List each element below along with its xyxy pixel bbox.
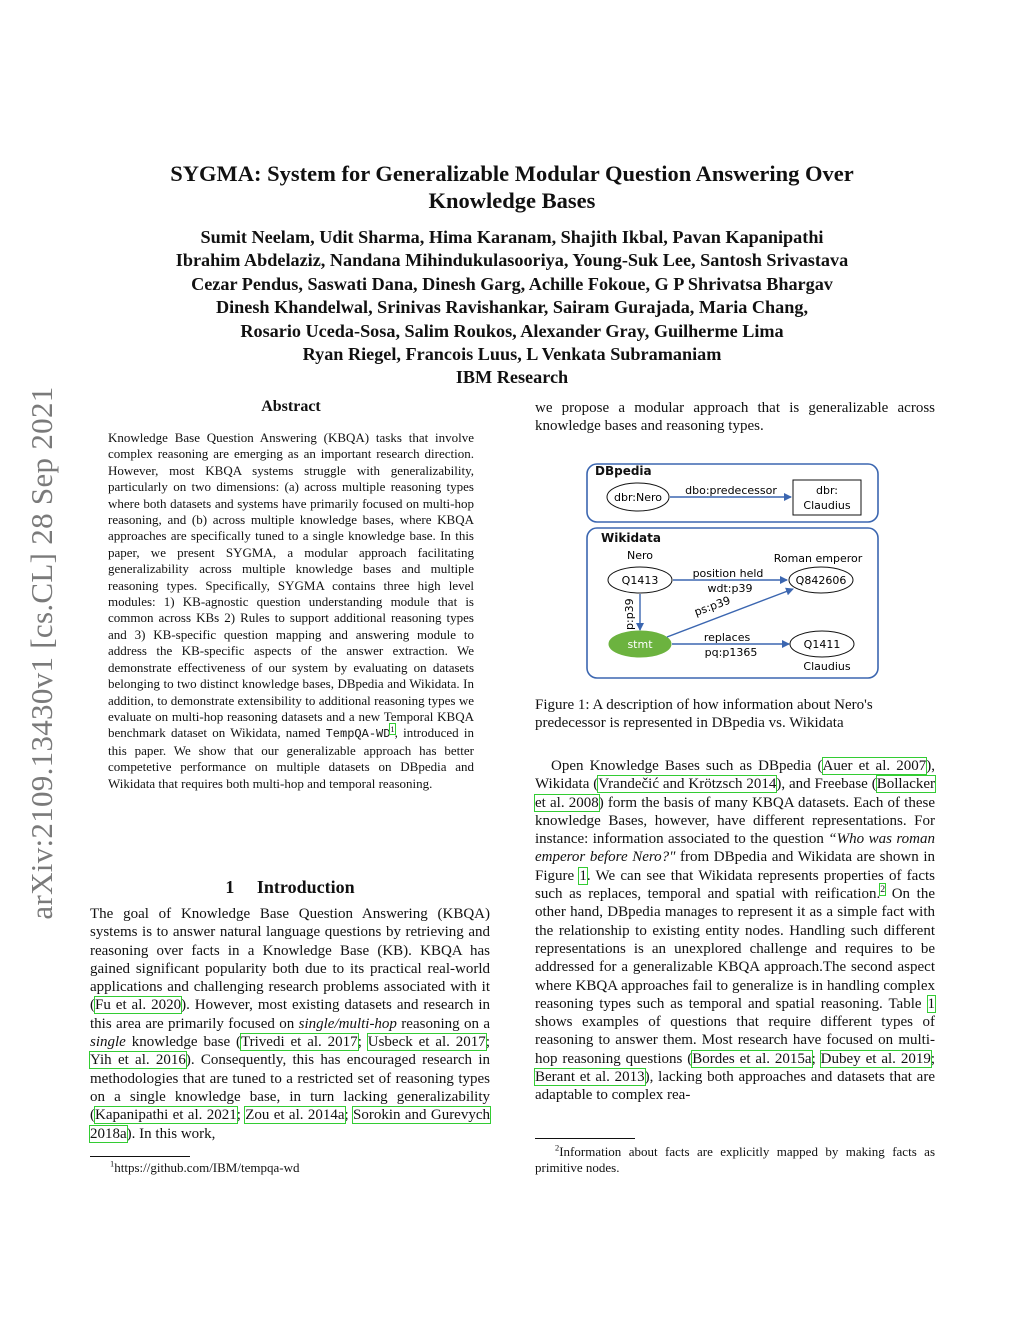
q842606-label: Q842606 <box>795 574 847 587</box>
abstract-body: Knowledge Base Question Answering (KBQA) tasks that involve complex reasoning are emerging as an important research direction. However, most KBQA systems struggle with generalizability, particularly on two dimensions: (a) across multiple reasoning types where both datasets and systems have primarily focused on multi-hop reasoning, and (b) across multiple knowledge bases, where KBQA approaches are specifically tuned to a single knowledge base. In this paper, we present SYGMA, a modular approach facilitating generalizability across multiple knowledge bases and multiple reasoning types. Specifically, SYGMA contains three high level modules: 1) KB-agnostic question understanding module that is common across KBs 2) Rules to support additional reasoning types and 3) KB-specific question mapping and answering module to address the KB-specific aspects of the answer extraction. We demonstrate effectiveness of our system by evaluating on datasets belonging to two distinct knowledge bases, DBpedia and Wikidata. In addition, to demonstrate extensibility to additional reasoning types we evaluate on multi-hop reasoning datasets and a new Temporal KBQA benchmark dataset on Wikidata, named TempQA-WD$^1$, introduced in this paper. We show that our generalizable approach has better competetive performance on multiple datasets on DBpedia and Wikidata that requires both multi-hop and temporal reasoning. <box>108 430 474 791</box>
author-line: Sumit Neelam, Udit Sharma, Hima Karanam, Shajith Ikbal, Pavan Kapanipathi <box>200 227 824 247</box>
dbr-nero-label: dbr:Nero <box>613 491 663 504</box>
author-list <box>100 226 924 390</box>
nero-label: Nero <box>626 549 654 562</box>
footnote-rule <box>90 1156 190 1157</box>
p-p39-label: p:p39 <box>623 598 636 630</box>
citation-link[interactable]: Vrandečić and Krötzsch 2014 <box>598 776 777 793</box>
citation-link[interactable]: Bollacker et al. 2008 <box>535 776 936 811</box>
footnote-1: $^1$https://github.com/IBM/tempqa-wd <box>110 1158 300 1175</box>
q1413-label: Q1413 <box>621 574 659 587</box>
citation-link[interactable]: Usbeck et al. 2017 <box>367 1034 486 1051</box>
citation-link[interactable]: Kapanipathi et al. 2021 <box>95 1107 237 1124</box>
dbr-claudius-label-1: dbr: <box>816 484 838 497</box>
replaces-label: replaces <box>703 631 751 644</box>
author-line: Ryan Riegel, Francois Luus, L Venkata Subramaniam <box>302 344 722 365</box>
footnote-rule <box>535 1138 635 1139</box>
introduction-paragraph: The goal of Knowledge Base Question Answering (KBQA) systems is to answer natural language questions by retrieving and reasoning over facts in a Knowledge Base (KB). KBQA has gained significant popularity both due to its practical real-world applications and challenging research problems associated with it (Fu et al. 2020). However, most existing datasets and research in this area are primarily focused on single/multi-hop reasoning on a single knowledge base (Trivedi et al. 2017; Usbeck et al. 2017; Yih et al. 2016). Consequently, this has encouraged research in methodologies that are tuned to a restricted set of reasoning types on a single knowledge base, in turn lacking generalizability (Kapanipathi et al. 2021; Zou et al. 2014a; Sorokin and Gurevych 2018a). In this work, <box>90 906 490 1142</box>
arxiv-id: arXiv:2109.13430v1 [cs.CL] 28 Sep 2021 <box>24 385 59 920</box>
wikidata-label: Wikidata <box>601 531 661 545</box>
ps-p39-label: ps:p39 <box>692 593 733 619</box>
citation-link[interactable]: Bordes et al. 2015a <box>692 1050 812 1067</box>
author-line: Cezar Pendus, Saswati Dana, Dinesh Garg, Achille Fokoue, G P Shrivatsa Bhargav <box>191 273 833 294</box>
stmt-label: stmt <box>627 638 653 651</box>
footnote-ref[interactable]: 2 <box>880 884 886 896</box>
abstract-heading: Abstract <box>261 398 321 415</box>
ps-p39-edge <box>667 589 793 637</box>
table-ref-link[interactable]: 1 <box>927 995 935 1012</box>
section-heading-introduction: 1 Introduction <box>225 877 355 897</box>
pq-p1365-label: pq:p1365 <box>704 646 758 659</box>
dataset-name: TempQA-WD <box>325 727 391 742</box>
citation-link[interactable]: Trivedi et al. 2017 <box>240 1034 358 1051</box>
paper-title: SYGMA: System for Generalizable Modular Question Answering Over Knowledge Bases <box>170 161 854 213</box>
dbo-predecessor-label: dbo:predecessor <box>685 484 777 497</box>
citation-link[interactable]: Dubey et al. 2019 <box>820 1050 931 1067</box>
author-line: Dinesh Khandelwal, Srinivas Ravishankar, Sairam Gurajada, Maria Chang, <box>215 297 809 318</box>
wdt-p39-label: wdt:p39 <box>707 582 753 595</box>
right-column-paragraph: Open Knowledge Bases such as DBpedia (Auer et al. 2007), Wikidata (Vrandečić and Krötzsch 2014), and Freebase (Bollacker et al. 2008) form the basis of many KBQA datasets. Each of these knowledge Bases, however, have different representations. For instance: information associated to the question “Who was roman emperor before Nero?" from DBpedia and Wikidata are shown in Figure 1. We can see that Wikidata represents properties of facts such as replaces, temporal and spatial with reification.$^2$ On the other hand, DBpedia manages to represent it as a simple fact with the relationship to existing entity nodes. Handling such different representations is an unexplored challenge and requires to be addressed for a generalizable KBQA approach.The second aspect where KBQA approaches fail to generalize is in handling complex reasoning types such as temporal and spatial reasoning. Table 1 shows examples of questions that require different types of reasoning to answer them. Most research have focused on multi-hop reasoning questions (Bordes et al. 2015a; Dubey et al. 2019; Berant et al. 2013), lacking both approaches and datasets that are adaptable to complex rea- <box>535 758 936 1104</box>
citation-link[interactable]: Auer et al. 2007 <box>822 758 927 774</box>
citation-link[interactable]: Sorokin and Gurevych 2018a <box>90 1107 490 1142</box>
arxiv-sidebar-stamp <box>16 360 68 945</box>
right-column-continuation: we propose a modular approach that is generalizable across knowledge bases and reasoning types. <box>535 400 935 435</box>
position-held-label: position held <box>692 567 764 580</box>
footnote-url[interactable]: https://github.com/IBM/tempqa-wd <box>114 1160 300 1175</box>
figure-1-caption: Figure 1: A description of how information about Nero's predecessor is represented in DBpedia vs. Wikidata <box>535 697 873 732</box>
dbpedia-label: DBpedia <box>595 464 652 478</box>
dbr-claudius-label-2: Claudius <box>803 499 851 512</box>
author-line: Ibrahim Abdelaziz, Nandana Mihindukulasooriya, Young-Suk Lee, Santosh Srivastava <box>175 250 849 271</box>
figure-ref-link[interactable]: 1 <box>579 867 587 884</box>
citation-link[interactable]: Fu et al. 2020 <box>95 997 182 1014</box>
roman-emperor-label: Roman emperor <box>773 552 863 565</box>
figure-1-diagram <box>585 458 885 680</box>
footnote-2: $^2$Information about facts are explicitly mapped by making facts as primitive nodes. <box>535 1142 935 1175</box>
claudius-label: Claudius <box>803 660 851 673</box>
affiliation: IBM Research <box>455 367 569 388</box>
footnote-ref[interactable]: 1 <box>390 723 395 734</box>
author-line: Rosario Uceda-Sosa, Salim Roukos, Alexander Gray, Guilherme Lima <box>240 320 784 341</box>
citation-link[interactable]: Berant et al. 2013 <box>535 1069 645 1086</box>
q1411-label: Q1411 <box>803 638 841 651</box>
citation-link[interactable]: Zou et al. 2014a <box>245 1107 345 1124</box>
citation-link[interactable]: Yih et al. 2016 <box>90 1052 186 1069</box>
